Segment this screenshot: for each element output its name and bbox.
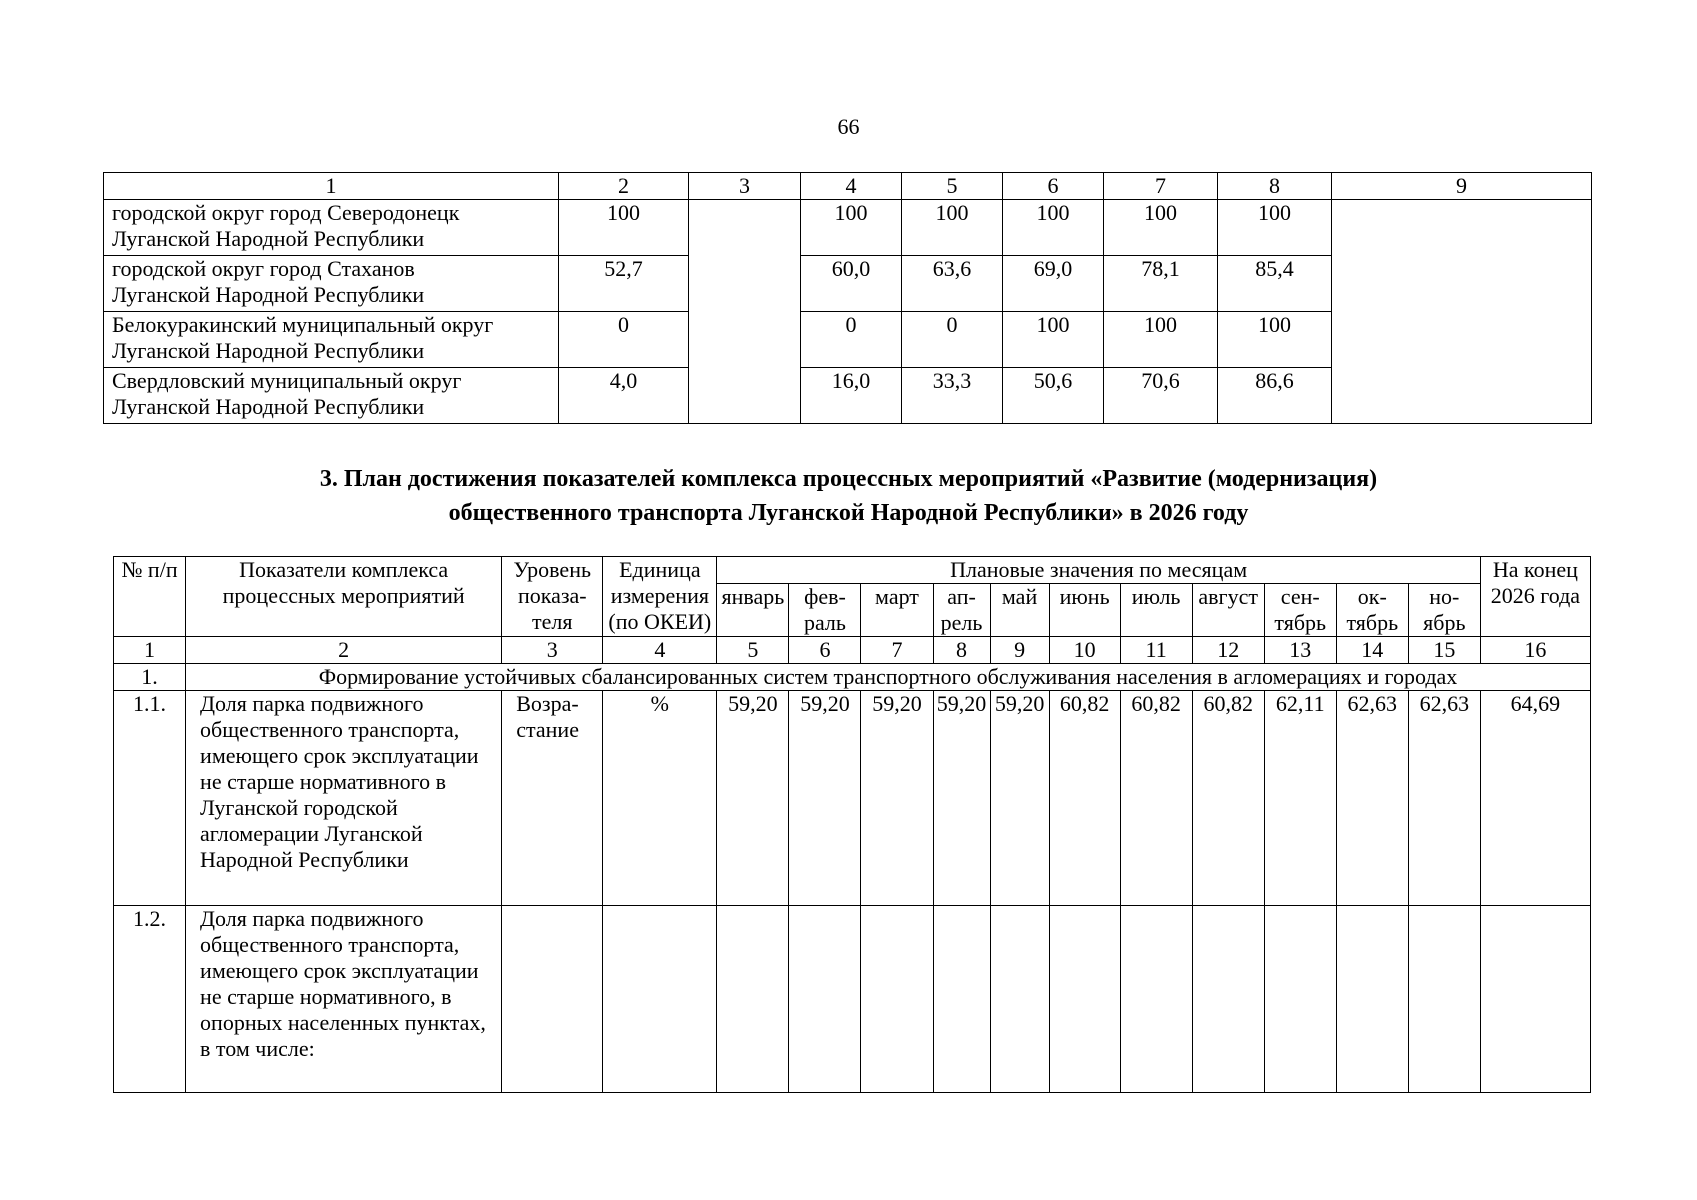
header-month: ок-тябрь <box>1336 584 1408 637</box>
indicator-unit <box>603 906 717 1093</box>
column-number: 3 <box>502 637 603 664</box>
month-value <box>933 906 990 1093</box>
header-month: фев-раль <box>789 584 861 637</box>
header-month: август <box>1192 584 1264 637</box>
header-row <box>114 557 1591 584</box>
value-cell: 100 <box>1003 200 1104 256</box>
table-row <box>114 906 1591 1093</box>
value-cell: 60,0 <box>801 256 902 312</box>
value-cell: 100 <box>1218 200 1332 256</box>
header-month: июнь <box>1049 584 1120 637</box>
column-number: 1 <box>114 637 186 664</box>
column-number: 13 <box>1264 637 1336 664</box>
month-value: 60,82 <box>1192 691 1264 906</box>
header-end-of-year: На конец 2026 года <box>1480 557 1590 637</box>
header-num: № п/п <box>114 557 186 637</box>
end-of-year-value: 64,69 <box>1480 691 1590 906</box>
section-title: Формирование устойчивых сбалансированных систем транспортного обслуживания населения в агломерациях и городах <box>186 664 1591 691</box>
header-month: январь <box>717 584 789 637</box>
column-number: 7 <box>1104 173 1218 200</box>
month-value: 62,63 <box>1336 691 1408 906</box>
municipality-name: городской округ город Северодонецк Луганской Народной Республики <box>104 200 559 256</box>
header-month: но-ябрь <box>1408 584 1480 637</box>
month-value <box>1336 906 1408 1093</box>
column-number-row <box>114 637 1591 664</box>
month-value <box>1192 906 1264 1093</box>
column-number: 7 <box>861 637 933 664</box>
value-cell: 0 <box>902 312 1003 368</box>
value-cell: 86,6 <box>1218 368 1332 424</box>
value-cell: 85,4 <box>1218 256 1332 312</box>
header-month: июль <box>1120 584 1192 637</box>
month-value: 59,20 <box>933 691 990 906</box>
value-cell: 63,6 <box>902 256 1003 312</box>
indicator-name: Доля парка подвижного общественного транспорта, имеющего срок эксплуатации не старше нормативного, в опорных населенных пунктах, в том числе: <box>186 906 502 1093</box>
continuation-table <box>103 172 1592 424</box>
value-cell: 100 <box>1003 312 1104 368</box>
indicator-name: Доля парка подвижного общественного транспорта, имеющего срок эксплуатации не старше нормативного в Луганской городской агломерации Луганской Народной Республики <box>186 691 502 906</box>
section-num: 1. <box>114 664 186 691</box>
indicator-level <box>502 906 603 1093</box>
value-cell: 0 <box>559 312 689 368</box>
month-value: 59,20 <box>789 691 861 906</box>
value-cell: 78,1 <box>1104 256 1218 312</box>
value-cell: 4,0 <box>559 368 689 424</box>
column-number: 5 <box>902 173 1003 200</box>
column-number: 6 <box>789 637 861 664</box>
value-cell: 100 <box>801 200 902 256</box>
municipality-name: городской округ город Стаханов Луганской Народной Республики <box>104 256 559 312</box>
column-number: 16 <box>1480 637 1590 664</box>
page-number: 66 <box>837 114 860 139</box>
month-value: 59,20 <box>990 691 1049 906</box>
month-value <box>1408 906 1480 1093</box>
column-number: 4 <box>801 173 902 200</box>
column-number: 2 <box>559 173 689 200</box>
plan-table <box>113 556 1591 1093</box>
month-value <box>717 906 789 1093</box>
merged-cell <box>689 200 801 424</box>
column-number: 9 <box>1332 173 1592 200</box>
value-cell: 16,0 <box>801 368 902 424</box>
column-number: 14 <box>1336 637 1408 664</box>
value-cell: 100 <box>902 200 1003 256</box>
header-level: Уровень показа-теля <box>502 557 603 637</box>
row-num: 1.1. <box>114 691 186 906</box>
month-value <box>861 906 933 1093</box>
column-number: 11 <box>1120 637 1192 664</box>
header-unit: Единица измерения (по ОКЕИ) <box>603 557 717 637</box>
table-row <box>114 691 1591 906</box>
value-cell: 50,6 <box>1003 368 1104 424</box>
column-number: 3 <box>689 173 801 200</box>
column-number: 8 <box>933 637 990 664</box>
column-number: 4 <box>603 637 717 664</box>
value-cell: 69,0 <box>1003 256 1104 312</box>
value-cell: 100 <box>1104 312 1218 368</box>
month-value: 59,20 <box>861 691 933 906</box>
table-row <box>104 200 1592 256</box>
header-indicators: Показатели комплекса процессных мероприятий <box>186 557 502 637</box>
end-of-year-value <box>1480 906 1590 1093</box>
header-monthly: Плановые значения по месяцам <box>717 557 1480 584</box>
section-row <box>114 664 1591 691</box>
value-cell: 0 <box>801 312 902 368</box>
month-value <box>789 906 861 1093</box>
value-cell: 100 <box>559 200 689 256</box>
column-number: 9 <box>990 637 1049 664</box>
month-value: 62,63 <box>1408 691 1480 906</box>
value-cell: 52,7 <box>559 256 689 312</box>
value-cell: 33,3 <box>902 368 1003 424</box>
value-cell: 100 <box>1104 200 1218 256</box>
month-value: 60,82 <box>1049 691 1120 906</box>
month-value <box>990 906 1049 1093</box>
indicator-level: Возра-стание <box>502 691 603 906</box>
column-number: 1 <box>104 173 559 200</box>
column-number: 8 <box>1218 173 1332 200</box>
municipality-name: Свердловский муниципальный округ Луганской Народной Республики <box>104 368 559 424</box>
merged-cell <box>1332 200 1592 424</box>
column-number-row <box>104 173 1592 200</box>
header-month: сен-тябрь <box>1264 584 1336 637</box>
header-month: май <box>990 584 1049 637</box>
header-month: ап-рель <box>933 584 990 637</box>
month-value: 62,11 <box>1264 691 1336 906</box>
header-month: март <box>861 584 933 637</box>
month-value <box>1264 906 1336 1093</box>
column-number: 10 <box>1049 637 1120 664</box>
column-number: 2 <box>186 637 502 664</box>
section-heading: 3. План достижения показателей комплекса процессных мероприятий «Развитие (модернизация) общественного транспорта Луганской Народной Республики» в 2026 году <box>319 466 1378 526</box>
municipality-name: Белокуракинский муниципальный округ Луганской Народной Республики <box>104 312 559 368</box>
month-value <box>1049 906 1120 1093</box>
column-number: 15 <box>1408 637 1480 664</box>
value-cell: 100 <box>1218 312 1332 368</box>
month-value: 59,20 <box>717 691 789 906</box>
month-value: 60,82 <box>1120 691 1192 906</box>
row-num: 1.2. <box>114 906 186 1093</box>
column-number: 12 <box>1192 637 1264 664</box>
column-number: 6 <box>1003 173 1104 200</box>
value-cell: 70,6 <box>1104 368 1218 424</box>
column-number: 5 <box>717 637 789 664</box>
indicator-unit: % <box>603 691 717 906</box>
month-value <box>1120 906 1192 1093</box>
